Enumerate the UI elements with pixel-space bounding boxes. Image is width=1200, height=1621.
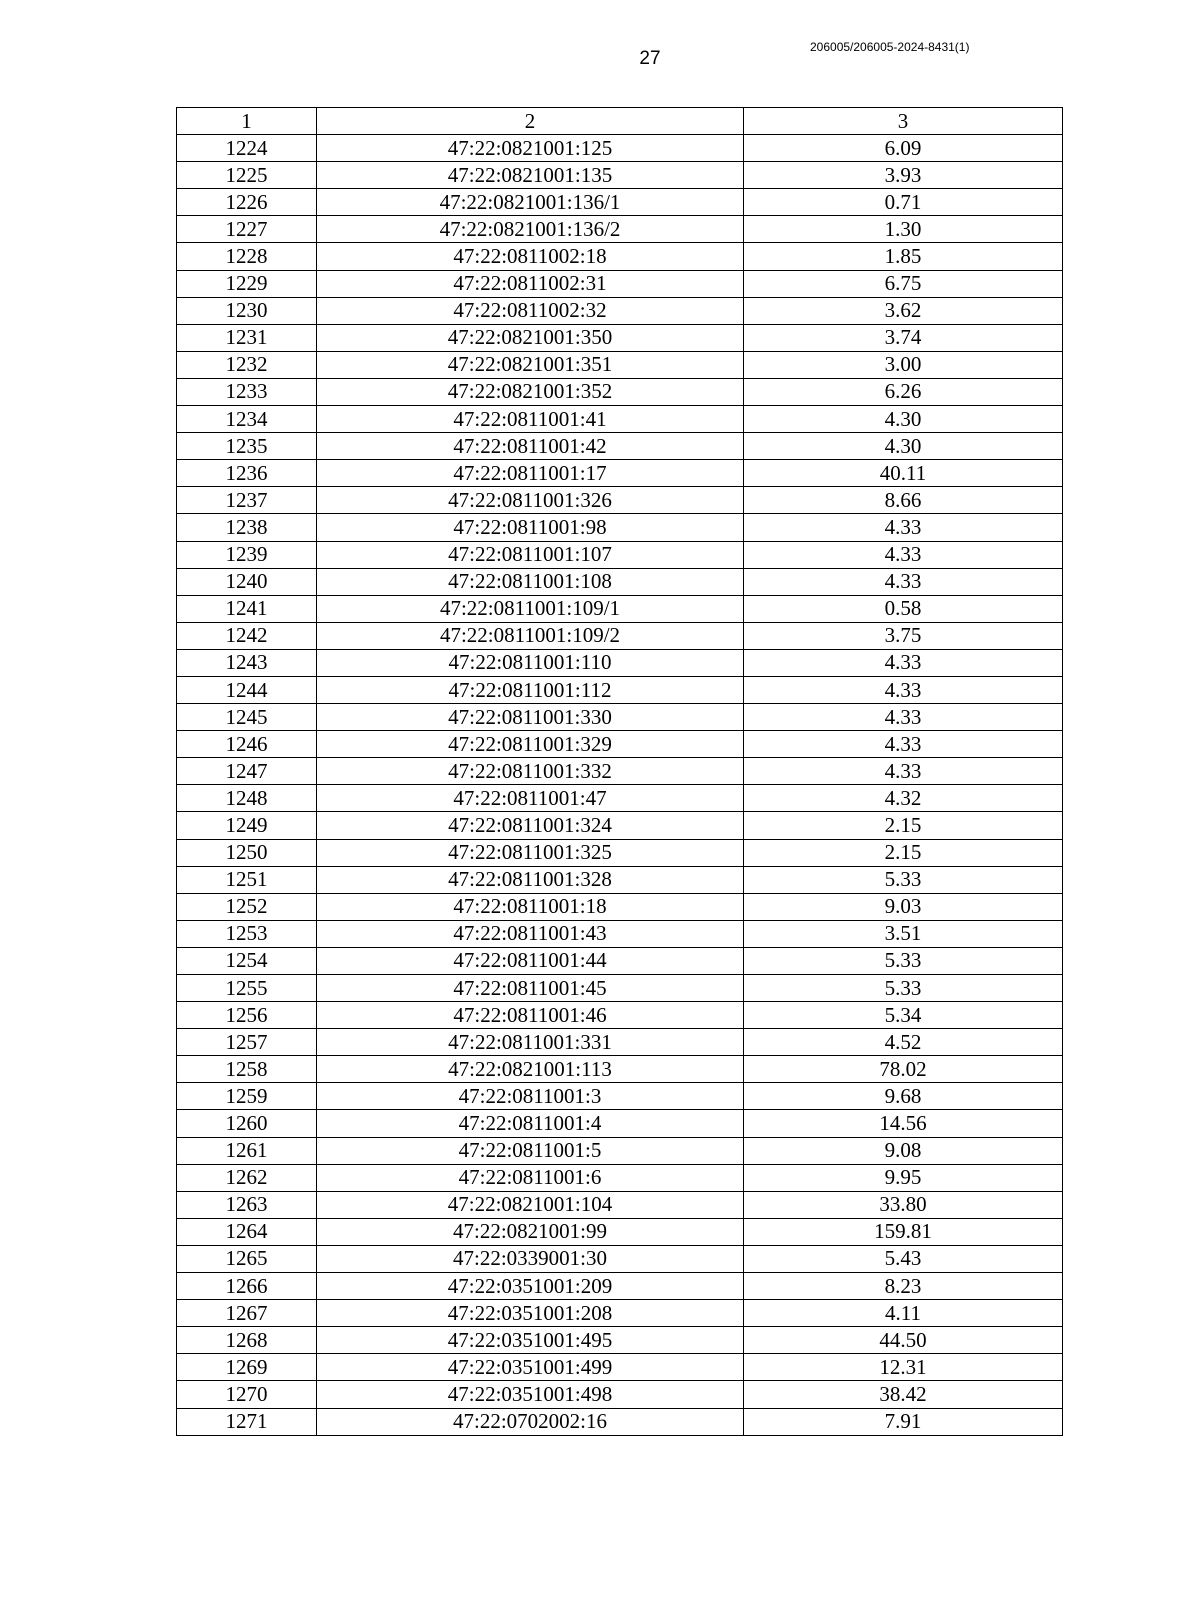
cell-row-number: 1258: [177, 1056, 317, 1083]
table-row: [177, 568, 1063, 595]
cell-cadastral-number: 47:22:0821001:136/2: [317, 216, 744, 243]
table-row: [177, 1056, 1063, 1083]
cell-row-number: 1244: [177, 676, 317, 703]
table-header-row: [177, 108, 1063, 135]
table-row: [177, 1300, 1063, 1327]
cell-area: 4.52: [744, 1029, 1063, 1056]
table-row: [177, 189, 1063, 216]
cell-row-number: 1237: [177, 487, 317, 514]
cell-cadastral-number: 47:22:0811001:41: [317, 406, 744, 433]
table-row: [177, 351, 1063, 378]
cell-area: 7.91: [744, 1408, 1063, 1435]
table-row: [177, 541, 1063, 568]
table-row: [177, 1002, 1063, 1029]
cell-row-number: 1232: [177, 351, 317, 378]
table-row: [177, 622, 1063, 649]
cell-area: 4.33: [744, 676, 1063, 703]
cell-cadastral-number: 47:22:0702002:16: [317, 1408, 744, 1435]
cell-area: 1.85: [744, 243, 1063, 270]
table-row: [177, 1273, 1063, 1300]
cell-row-number: 1260: [177, 1110, 317, 1137]
cell-cadastral-number: 47:22:0811001:47: [317, 785, 744, 812]
cell-area: 6.75: [744, 270, 1063, 297]
cell-cadastral-number: 47:22:0821001:352: [317, 378, 744, 405]
table-row: [177, 460, 1063, 487]
cell-cadastral-number: 47:22:0821001:135: [317, 162, 744, 189]
cell-cadastral-number: 47:22:0811001:331: [317, 1029, 744, 1056]
cell-area: 4.33: [744, 514, 1063, 541]
cell-area: 9.03: [744, 893, 1063, 920]
table-row: [177, 758, 1063, 785]
cell-row-number: 1261: [177, 1137, 317, 1164]
cell-row-number: 1259: [177, 1083, 317, 1110]
table-row: [177, 676, 1063, 703]
table-row: [177, 839, 1063, 866]
cell-cadastral-number: 47:22:0821001:125: [317, 135, 744, 162]
table-row: [177, 270, 1063, 297]
table-row: [177, 1029, 1063, 1056]
cell-row-number: 1256: [177, 1002, 317, 1029]
cell-area: 159.81: [744, 1218, 1063, 1245]
table-row: [177, 649, 1063, 676]
table-row: [177, 731, 1063, 758]
cell-area: 5.33: [744, 975, 1063, 1002]
table-row: [177, 216, 1063, 243]
cell-row-number: 1235: [177, 433, 317, 460]
cell-area: 5.33: [744, 866, 1063, 893]
cell-area: 0.71: [744, 189, 1063, 216]
cell-cadastral-number: 47:22:0339001:30: [317, 1245, 744, 1272]
cell-area: 4.30: [744, 433, 1063, 460]
cell-cadastral-number: 47:22:0811001:324: [317, 812, 744, 839]
cell-row-number: 1267: [177, 1300, 317, 1327]
cell-area: 8.66: [744, 487, 1063, 514]
table-row: [177, 1137, 1063, 1164]
cell-row-number: 1269: [177, 1354, 317, 1381]
parcel-table: [176, 107, 1063, 1436]
cell-cadastral-number: 47:22:0811002:31: [317, 270, 744, 297]
cell-cadastral-number: 47:22:0811001:329: [317, 731, 744, 758]
table-row: [177, 433, 1063, 460]
table-row: [177, 487, 1063, 514]
cell-area: 40.11: [744, 460, 1063, 487]
table-row: [177, 975, 1063, 1002]
cell-area: 38.42: [744, 1381, 1063, 1408]
cell-cadastral-number: 47:22:0811001:107: [317, 541, 744, 568]
cell-cadastral-number: 47:22:0811001:3: [317, 1083, 744, 1110]
table-row: [177, 1245, 1063, 1272]
cell-row-number: 1238: [177, 514, 317, 541]
table-row: [177, 920, 1063, 947]
table-row: [177, 1327, 1063, 1354]
cell-row-number: 1241: [177, 595, 317, 622]
cell-cadastral-number: 47:22:0811001:110: [317, 649, 744, 676]
column-header-number: 1: [177, 108, 317, 135]
cell-row-number: 1246: [177, 731, 317, 758]
cell-cadastral-number: 47:22:0821001:104: [317, 1191, 744, 1218]
cell-row-number: 1234: [177, 406, 317, 433]
cell-row-number: 1251: [177, 866, 317, 893]
cell-row-number: 1253: [177, 920, 317, 947]
cell-area: 8.23: [744, 1273, 1063, 1300]
cell-area: 4.33: [744, 731, 1063, 758]
cell-area: 4.32: [744, 785, 1063, 812]
table-row: [177, 1354, 1063, 1381]
cell-row-number: 1266: [177, 1273, 317, 1300]
cell-cadastral-number: 47:22:0811001:109/2: [317, 622, 744, 649]
cell-cadastral-number: 47:22:0811001:17: [317, 460, 744, 487]
table-row: [177, 785, 1063, 812]
cell-area: 2.15: [744, 839, 1063, 866]
table-row: [177, 514, 1063, 541]
cell-cadastral-number: 47:22:0821001:113: [317, 1056, 744, 1083]
cell-area: 9.08: [744, 1137, 1063, 1164]
cell-cadastral-number: 47:22:0821001:99: [317, 1218, 744, 1245]
cell-cadastral-number: 47:22:0811002:18: [317, 243, 744, 270]
cell-cadastral-number: 47:22:0811001:6: [317, 1164, 744, 1191]
cell-area: 4.33: [744, 649, 1063, 676]
table-row: [177, 1408, 1063, 1435]
table-container: [176, 107, 1062, 1436]
cell-cadastral-number: 47:22:0351001:498: [317, 1381, 744, 1408]
cell-area: 3.51: [744, 920, 1063, 947]
page-number: 27: [639, 48, 661, 69]
cell-row-number: 1247: [177, 758, 317, 785]
cell-cadastral-number: 47:22:0811001:108: [317, 568, 744, 595]
cell-row-number: 1242: [177, 622, 317, 649]
cell-row-number: 1227: [177, 216, 317, 243]
cell-area: 33.80: [744, 1191, 1063, 1218]
table-row: [177, 1110, 1063, 1137]
column-header-area: 3: [744, 108, 1063, 135]
cell-row-number: 1248: [177, 785, 317, 812]
cell-cadastral-number: 47:22:0811001:330: [317, 704, 744, 731]
cell-row-number: 1262: [177, 1164, 317, 1191]
cell-cadastral-number: 47:22:0811001:109/1: [317, 595, 744, 622]
table-body: [177, 135, 1063, 1436]
cell-area: 4.11: [744, 1300, 1063, 1327]
cell-row-number: 1254: [177, 947, 317, 974]
table-row: [177, 893, 1063, 920]
cell-area: 3.75: [744, 622, 1063, 649]
cell-area: 78.02: [744, 1056, 1063, 1083]
table-row: [177, 1218, 1063, 1245]
cell-area: 0.58: [744, 595, 1063, 622]
cell-row-number: 1233: [177, 378, 317, 405]
table-row: [177, 378, 1063, 405]
cell-area: 3.74: [744, 324, 1063, 351]
cell-cadastral-number: 47:22:0811001:332: [317, 758, 744, 785]
cell-row-number: 1264: [177, 1218, 317, 1245]
table-row: [177, 297, 1063, 324]
cell-cadastral-number: 47:22:0811001:112: [317, 676, 744, 703]
cell-area: 3.00: [744, 351, 1063, 378]
cell-cadastral-number: 47:22:0351001:209: [317, 1273, 744, 1300]
cell-area: 4.33: [744, 758, 1063, 785]
cell-area: 4.33: [744, 568, 1063, 595]
cell-area: 1.30: [744, 216, 1063, 243]
table-row: [177, 704, 1063, 731]
cell-row-number: 1243: [177, 649, 317, 676]
cell-cadastral-number: 47:22:0821001:350: [317, 324, 744, 351]
column-header-cadastral-number: 2: [317, 108, 744, 135]
table-row: [177, 595, 1063, 622]
cell-row-number: 1250: [177, 839, 317, 866]
cell-row-number: 1228: [177, 243, 317, 270]
cell-cadastral-number: 47:22:0811001:98: [317, 514, 744, 541]
cell-area: 44.50: [744, 1327, 1063, 1354]
cell-area: 5.34: [744, 1002, 1063, 1029]
cell-area: 5.33: [744, 947, 1063, 974]
cell-row-number: 1271: [177, 1408, 317, 1435]
cell-row-number: 1257: [177, 1029, 317, 1056]
table-row: [177, 866, 1063, 893]
cell-area: 9.95: [744, 1164, 1063, 1191]
cell-area: 4.30: [744, 406, 1063, 433]
cell-cadastral-number: 47:22:0811001:43: [317, 920, 744, 947]
cell-row-number: 1268: [177, 1327, 317, 1354]
cell-area: 14.56: [744, 1110, 1063, 1137]
cell-row-number: 1239: [177, 541, 317, 568]
table-row: [177, 947, 1063, 974]
cell-row-number: 1255: [177, 975, 317, 1002]
cell-row-number: 1229: [177, 270, 317, 297]
cell-row-number: 1252: [177, 893, 317, 920]
cell-row-number: 1240: [177, 568, 317, 595]
document-id: 206005/206005-2024-8431(1): [810, 40, 970, 54]
cell-area: 3.93: [744, 162, 1063, 189]
table-row: [177, 1381, 1063, 1408]
cell-cadastral-number: 47:22:0811001:46: [317, 1002, 744, 1029]
table-row: [177, 243, 1063, 270]
cell-row-number: 1265: [177, 1245, 317, 1272]
table-row: [177, 1083, 1063, 1110]
table-row: [177, 1164, 1063, 1191]
cell-cadastral-number: 47:22:0811002:32: [317, 297, 744, 324]
cell-cadastral-number: 47:22:0811001:18: [317, 893, 744, 920]
cell-area: 4.33: [744, 704, 1063, 731]
cell-cadastral-number: 47:22:0351001:208: [317, 1300, 744, 1327]
cell-area: 6.26: [744, 378, 1063, 405]
cell-row-number: 1226: [177, 189, 317, 216]
cell-area: 9.68: [744, 1083, 1063, 1110]
cell-area: 5.43: [744, 1245, 1063, 1272]
cell-row-number: 1236: [177, 460, 317, 487]
cell-row-number: 1270: [177, 1381, 317, 1408]
cell-cadastral-number: 47:22:0821001:351: [317, 351, 744, 378]
cell-area: 3.62: [744, 297, 1063, 324]
cell-cadastral-number: 47:22:0351001:499: [317, 1354, 744, 1381]
cell-cadastral-number: 47:22:0811001:326: [317, 487, 744, 514]
cell-area: 12.31: [744, 1354, 1063, 1381]
table-row: [177, 135, 1063, 162]
table-row: [177, 162, 1063, 189]
table-row: [177, 812, 1063, 839]
cell-row-number: 1230: [177, 297, 317, 324]
cell-cadastral-number: 47:22:0811001:5: [317, 1137, 744, 1164]
cell-cadastral-number: 47:22:0811001:42: [317, 433, 744, 460]
table-row: [177, 406, 1063, 433]
cell-row-number: 1224: [177, 135, 317, 162]
cell-cadastral-number: 47:22:0351001:495: [317, 1327, 744, 1354]
table-row: [177, 1191, 1063, 1218]
cell-row-number: 1225: [177, 162, 317, 189]
cell-area: 4.33: [744, 541, 1063, 568]
cell-row-number: 1231: [177, 324, 317, 351]
cell-cadastral-number: 47:22:0811001:328: [317, 866, 744, 893]
cell-cadastral-number: 47:22:0821001:136/1: [317, 189, 744, 216]
cell-area: 6.09: [744, 135, 1063, 162]
cell-cadastral-number: 47:22:0811001:45: [317, 975, 744, 1002]
cell-row-number: 1249: [177, 812, 317, 839]
cell-area: 2.15: [744, 812, 1063, 839]
cell-row-number: 1263: [177, 1191, 317, 1218]
cell-cadastral-number: 47:22:0811001:44: [317, 947, 744, 974]
cell-cadastral-number: 47:22:0811001:4: [317, 1110, 744, 1137]
cell-cadastral-number: 47:22:0811001:325: [317, 839, 744, 866]
table-row: [177, 324, 1063, 351]
cell-row-number: 1245: [177, 704, 317, 731]
